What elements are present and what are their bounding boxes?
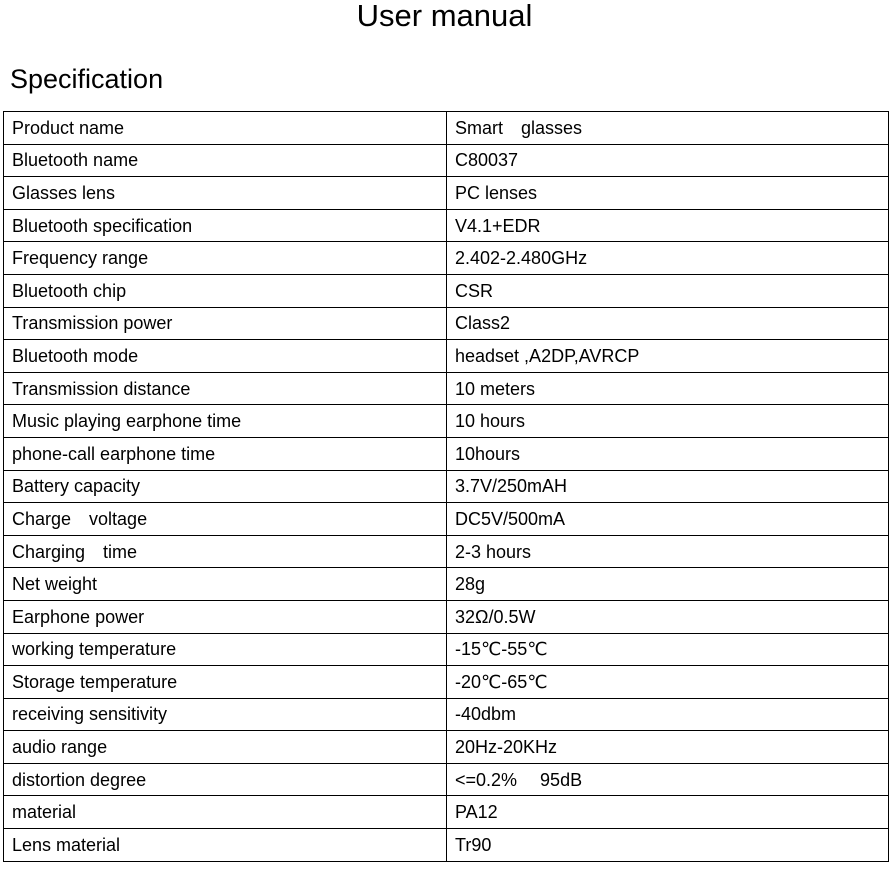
spec-row bbox=[4, 698, 889, 731]
specification-table-body bbox=[4, 112, 889, 862]
spec-value-cell: -20℃-65℃ bbox=[447, 666, 889, 699]
spec-value-cell: Class2 bbox=[447, 307, 889, 340]
spec-row bbox=[4, 112, 889, 145]
spec-row bbox=[4, 535, 889, 568]
spec-name-cell: Battery capacity bbox=[4, 470, 447, 503]
spec-name-cell: Frequency range bbox=[4, 242, 447, 275]
spec-value-cell: 10 hours bbox=[447, 405, 889, 438]
spec-value-cell: DC5V/500mA bbox=[447, 503, 889, 536]
spec-row bbox=[4, 340, 889, 373]
spec-value-cell: 10 meters bbox=[447, 372, 889, 405]
document-title: User manual bbox=[356, 0, 533, 33]
spec-row bbox=[4, 307, 889, 340]
spec-row bbox=[4, 274, 889, 307]
spec-name-cell: Bluetooth specification bbox=[4, 209, 447, 242]
spec-row bbox=[4, 568, 889, 601]
spec-value-cell: 20Hz-20KHz bbox=[447, 731, 889, 764]
spec-name-cell: working temperature bbox=[4, 633, 447, 666]
spec-value-cell: PA12 bbox=[447, 796, 889, 829]
spec-name-cell: Charge voltage bbox=[4, 503, 447, 536]
spec-name-cell: Transmission distance bbox=[4, 372, 447, 405]
spec-name-cell: audio range bbox=[4, 731, 447, 764]
spec-value-cell: Smart glasses bbox=[447, 112, 889, 145]
specification-table bbox=[3, 111, 889, 862]
spec-value-cell: 2.402-2.480GHz bbox=[447, 242, 889, 275]
spec-name-cell: Bluetooth name bbox=[4, 144, 447, 177]
spec-name-cell: distortion degree bbox=[4, 763, 447, 796]
spec-row bbox=[4, 437, 889, 470]
spec-row bbox=[4, 177, 889, 210]
spec-name-cell: Net weight bbox=[4, 568, 447, 601]
spec-value-cell: headset ,A2DP,AVRCP bbox=[447, 340, 889, 373]
spec-name-cell: Storage temperature bbox=[4, 666, 447, 699]
spec-value-cell: <=0.2% 95dB bbox=[447, 763, 889, 796]
spec-value-cell: 28g bbox=[447, 568, 889, 601]
spec-name-cell: Music playing earphone time bbox=[4, 405, 447, 438]
spec-name-cell: Charging time bbox=[4, 535, 447, 568]
spec-name-cell: phone-call earphone time bbox=[4, 437, 447, 470]
spec-name-cell: Bluetooth chip bbox=[4, 274, 447, 307]
spec-name-cell: Glasses lens bbox=[4, 177, 447, 210]
spec-name-cell: Lens material bbox=[4, 829, 447, 862]
spec-row bbox=[4, 731, 889, 764]
spec-value-cell: Tr90 bbox=[447, 829, 889, 862]
spec-row bbox=[4, 405, 889, 438]
spec-row bbox=[4, 829, 889, 862]
spec-row bbox=[4, 144, 889, 177]
spec-row bbox=[4, 372, 889, 405]
spec-name-cell: receiving sensitivity bbox=[4, 698, 447, 731]
spec-name-cell: Product name bbox=[4, 112, 447, 145]
spec-row bbox=[4, 600, 889, 633]
spec-value-cell: V4.1+EDR bbox=[447, 209, 889, 242]
spec-value-cell: C80037 bbox=[447, 144, 889, 177]
spec-value-cell: 10hours bbox=[447, 437, 889, 470]
spec-row bbox=[4, 633, 889, 666]
spec-name-cell: Earphone power bbox=[4, 600, 447, 633]
spec-row bbox=[4, 470, 889, 503]
spec-name-cell: Transmission power bbox=[4, 307, 447, 340]
spec-row bbox=[4, 666, 889, 699]
spec-row bbox=[4, 242, 889, 275]
spec-row bbox=[4, 763, 889, 796]
spec-value-cell: 2-3 hours bbox=[447, 535, 889, 568]
spec-value-cell: 3.7V/250mAH bbox=[447, 470, 889, 503]
spec-row bbox=[4, 209, 889, 242]
section-heading-specification: Specification bbox=[10, 64, 164, 94]
spec-name-cell: material bbox=[4, 796, 447, 829]
spec-row bbox=[4, 503, 889, 536]
spec-value-cell: 32Ω/0.5W bbox=[447, 600, 889, 633]
spec-row bbox=[4, 796, 889, 829]
spec-value-cell: CSR bbox=[447, 274, 889, 307]
spec-value-cell: -40dbm bbox=[447, 698, 889, 731]
spec-value-cell: PC lenses bbox=[447, 177, 889, 210]
spec-name-cell: Bluetooth mode bbox=[4, 340, 447, 373]
spec-value-cell: -15℃-55℃ bbox=[447, 633, 889, 666]
